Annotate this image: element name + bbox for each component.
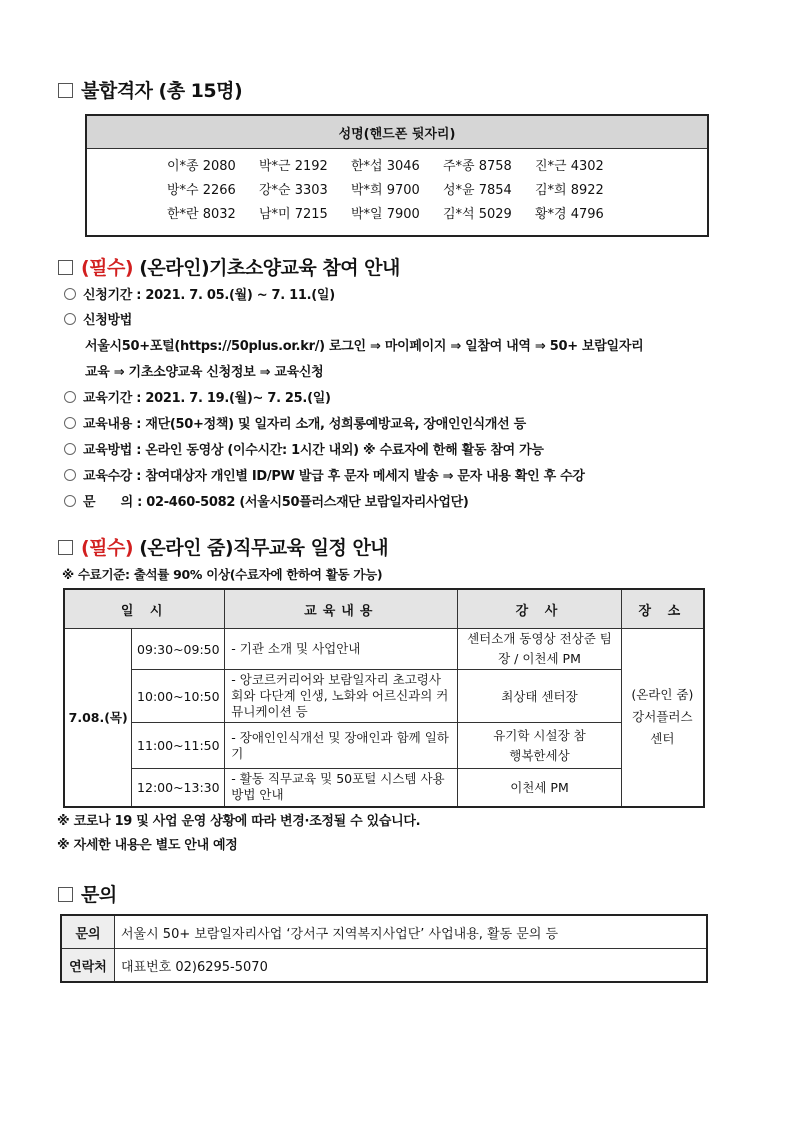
contact-label: 연락처 [61,949,115,983]
header-datetime: 일 시 [64,589,225,629]
failure-entry: 한*섭 3046 [351,159,420,174]
apply-steps-line1: 서울시50+포털(https://50plus.or.kr/) 로그인 ⇒ 마이페이지 ⇒ 일참여 내역 ⇒ 50+ 보람일자리 [85,339,644,354]
edu-content [64,413,526,432]
apply-steps-line2: 교육 ⇒ 기초소양교육 신청정보 ⇒ 교육신청 [85,365,324,380]
header-location: 장 소 [621,589,704,629]
edu-method-text: 교육방법 : 온라인 동영상 (이수시간: 1시간 내외) ※ 수료자에 한해 활동 참여 가능 [83,443,544,458]
edu-contact [64,491,468,510]
failure-entry: 박*희 9700 [351,183,420,198]
note-details: ※ 자세한 내용은 별도 안내 예정 [57,838,238,853]
failure-entry: 김*희 8922 [535,183,604,198]
circle-bullet-icon [64,495,76,507]
failure-entry: 남*미 7215 [259,207,328,222]
apply-method-text: 신청방법 [83,313,133,328]
circle-bullet-icon [64,469,76,481]
required-tag: (필수) [81,537,134,559]
header-content: 교육내용 [225,589,458,629]
checkbox-square-icon [58,887,73,902]
schedule-time: 09:30~09:50 [132,629,225,670]
circle-bullet-icon [64,443,76,455]
schedule-content: - 앙코르커리어와 보람일자리 초고령사회와 다단계 인생, 노화와 어르신과의 커뮤니케이션 등 [225,670,458,723]
failures-table-header: 성명(핸드폰 뒷자리) [86,115,708,149]
failures-list [86,149,708,237]
schedule-time: 12:00~13:30 [132,769,225,807]
checkbox-square-icon [58,83,73,98]
failure-entry: 방*수 2266 [167,183,236,198]
basic-edu-title-text: (온라인)기초소양교육 참여 안내 [133,257,400,279]
failures-row [87,179,707,203]
checkbox-square-icon [58,260,73,275]
failure-entry: 김*석 5029 [443,207,512,222]
failure-entry: 진*근 4302 [535,159,604,174]
schedule-content: - 활동 직무교육 및 50포털 시스템 사용방법 안내 [225,769,458,807]
failure-entry: 주*종 8758 [443,159,512,174]
header-instructor: 강 사 [458,589,622,629]
section-title-failures [58,76,242,103]
circle-bullet-icon [64,288,76,300]
contact-row [61,949,707,983]
failures-row [87,203,707,227]
note-covid: ※ 코로나 19 및 사업 운영 상황에 따라 변경·조정될 수 있습니다. [57,814,421,829]
schedule-table [63,588,705,808]
circle-bullet-icon [64,417,76,429]
checkbox-square-icon [58,540,73,555]
schedule-instructor: 최상태 센터장 [458,670,622,723]
section-title-basic-edu [58,253,400,280]
inquiry-label: 문의 [61,915,115,949]
failures-row [87,155,707,179]
failure-entry: 박*근 2192 [259,159,328,174]
circle-bullet-icon [64,391,76,403]
schedule-time: 10:00~10:50 [132,670,225,723]
section-title-job-edu [58,533,388,560]
inquiry-row [61,915,707,949]
edu-period-text: 교육기간 : 2021. 7. 19.(월)~ 7. 25.(일) [83,391,331,406]
edu-contact-text: 문 의 : 02-460-5082 (서울시50플러스재단 보람일자리사업단) [83,495,469,510]
job-edu-title-text: (온라인 줌)직무교육 일정 안내 [133,537,389,559]
circle-bullet-icon [64,313,76,325]
required-tag: (필수) [81,257,134,279]
inquiry-value: 서울시 50+ 보람일자리사업 ‘강서구 지역복지사업단’ 사업내용, 활동 문의 등 [115,915,708,949]
schedule-location: (온라인 줌) 강서플러스 센터 [621,629,704,807]
failure-entry: 황*경 4796 [535,207,604,222]
inquiry-table [60,914,708,983]
edu-method [64,439,544,458]
failures-table [85,114,709,237]
apply-method [64,309,132,328]
failure-entry: 성*윤 7854 [443,183,512,198]
completion-criteria: ※ 수료기준: 출석률 90% 이상(수료자에 한하여 활동 가능) [62,567,383,582]
section-title-inquiry [58,880,117,907]
schedule-instructor: 유기학 시설장 참행복한세상 [458,723,622,769]
failures-title-text: 불합격자 (총 15명) [81,80,243,102]
apply-period-text: 신청기간 : 2021. 7. 05.(월) ~ 7. 11.(일) [83,288,335,303]
failure-entry: 이*종 2080 [167,159,236,174]
schedule-date: 7.08.(목) [64,629,132,807]
edu-attend [64,465,585,484]
schedule-time: 11:00~11:50 [132,723,225,769]
apply-period [64,284,335,303]
schedule-instructor: 센터소개 동영상 전상준 팀장 / 이천세 PM [458,629,622,670]
schedule-content: - 장애인인식개선 및 장애인과 함께 일하기 [225,723,458,769]
contact-value: 대표번호 02)6295-5070 [115,949,708,983]
failure-entry: 박*일 7900 [351,207,420,222]
edu-attend-text: 교육수강 : 참여대상자 개인별 ID/PW 발급 후 문자 메세지 발송 ⇒ 문자 내용 확인 후 수강 [83,469,585,484]
failure-entry: 한*란 8032 [167,207,236,222]
schedule-instructor: 이천세 PM [458,769,622,807]
edu-period [64,387,331,406]
schedule-content: - 기관 소개 및 사업안내 [225,629,458,670]
failure-entry: 강*순 3303 [259,183,328,198]
inquiry-title-text: 문의 [81,884,117,906]
edu-content-text: 교육내용 : 재단(50+정책) 및 일자리 소개, 성희롱예방교육, 장애인인식개선 등 [83,417,526,432]
